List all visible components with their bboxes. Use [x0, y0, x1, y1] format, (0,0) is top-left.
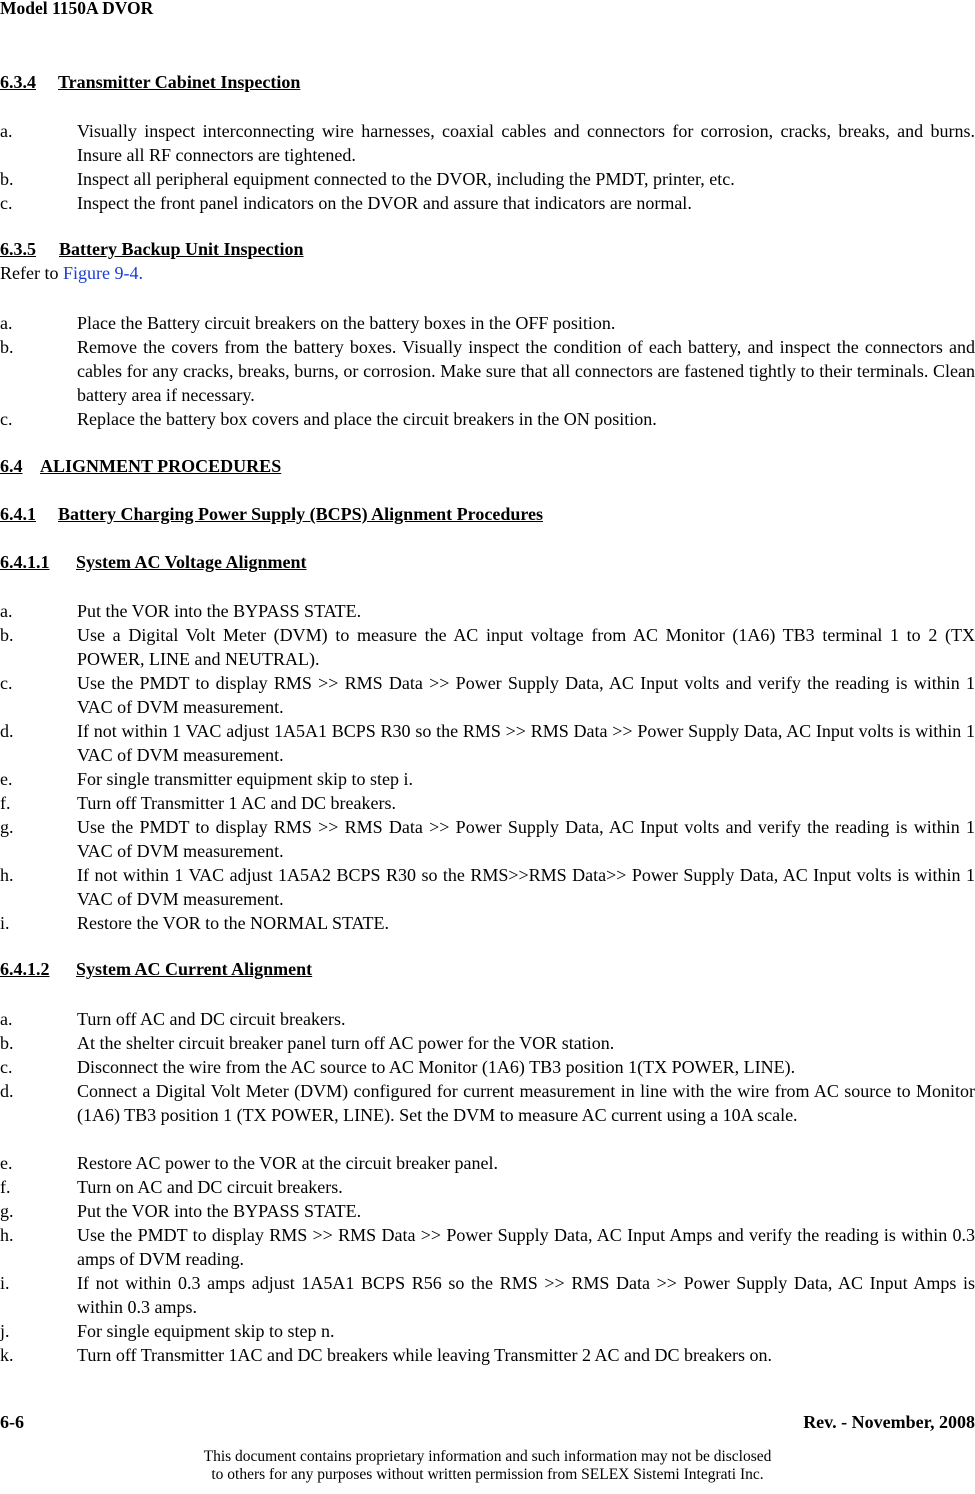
list-item-text: Use the PMDT to display RMS >> RMS Data >> Power Supply Data, AC Input Amps and verify the reading is within 0.3 amps of DVM reading.	[77, 1225, 975, 1269]
list-item-label: i.	[0, 913, 10, 933]
section-title: Battery Charging Power Supply (BCPS) Alignment Procedures	[58, 504, 543, 524]
page-number: 6-6	[0, 1412, 24, 1432]
section-heading-6-4-1-1	[0, 552, 307, 573]
notice-line-1: This document contains proprietary information and such information may not be disclosed	[203, 1448, 772, 1465]
list-item	[0, 1343, 975, 1367]
list-item-label: e.	[0, 769, 13, 789]
list-item-label: j.	[0, 1321, 10, 1341]
section-heading-6-3-5	[0, 239, 304, 260]
list-item-label: g.	[0, 1201, 14, 1221]
list-item-text: If not within 0.3 amps adjust 1A5A1 BCPS R56 so the RMS >> RMS Data >> Power Supply Data, AC Input Amps is within 0.3 amps.	[77, 1273, 975, 1317]
list-item-text: Disconnect the wire from the AC source to AC Monitor (1A6) TB3 position 1(TX POWER, LINE).	[77, 1057, 796, 1077]
list-item-text: Connect a Digital Volt Meter (DVM) configured for current measurement in line with the wire from AC source to Monitor (1A6) TB3 position 1 (TX POWER, LINE). Set the DVM to measure AC current using a 10A scale.	[77, 1081, 975, 1125]
list-item-label: a.	[0, 601, 13, 621]
list-item	[0, 1319, 975, 1343]
section-number: 6.3.4	[0, 72, 36, 92]
section-heading-6-4	[0, 456, 282, 477]
list-item-text: Visually inspect interconnecting wire harnesses, coaxial cables and connectors for corrosion, cracks, breaks, and burns. Insure all RF connectors are tightened.	[77, 121, 975, 165]
list-item	[0, 1199, 975, 1223]
list-item-text: Restore AC power to the VOR at the circuit breaker panel.	[77, 1153, 499, 1173]
section-title: ALIGNMENT PROCEDURES	[40, 456, 282, 476]
list-item-text: Restore the VOR to the NORMAL STATE.	[77, 913, 390, 933]
section-number: 6.4.1	[0, 504, 36, 524]
list-item-text: Put the VOR into the BYPASS STATE.	[77, 1201, 362, 1221]
list-item-text: Turn off Transmitter 1AC and DC breakers while leaving Transmitter 2 AC and DC breakers on.	[77, 1345, 772, 1365]
revision-date: Rev. - November, 2008	[803, 1412, 975, 1432]
list-item-text: If not within 1 VAC adjust 1A5A1 BCPS R30 so the RMS >> RMS Data >> Power Supply Data, AC Input volts is within 1 VAC of DVM measurement.	[77, 721, 975, 765]
list-item-label: b.	[0, 625, 14, 645]
list-item-label: e.	[0, 1153, 13, 1173]
list-item-label: b.	[0, 169, 14, 189]
list-item	[0, 767, 975, 791]
notice-line-2: to others for any purposes without written permission from SELEX Sistemi Integrati Inc.	[211, 1466, 764, 1483]
list-item	[0, 911, 975, 935]
list-item	[0, 671, 975, 719]
list-item	[0, 1223, 975, 1271]
list-item	[0, 1031, 975, 1055]
list-item-label: f.	[0, 1177, 11, 1197]
list-item-text: Place the Battery circuit breakers on the battery boxes in the OFF position.	[77, 313, 616, 333]
list-item-label: b.	[0, 1033, 14, 1053]
list-item-text: Use a Digital Volt Meter (DVM) to measure the AC input voltage from AC Monitor (1A6) TB3 terminal 1 to 2 (TX POWER, LINE and NEUTRAL).	[77, 625, 975, 669]
list-item-text: Remove the covers from the battery boxes. Visually inspect the condition of each battery, and inspect the connectors and cables for any cracks, breaks, burns, or corrosion. Make sure that all connectors are fastened tightly to their terminals. Clean battery area if necessary.	[77, 337, 975, 405]
list-item-text: For single transmitter equipment skip to step i.	[77, 769, 413, 789]
list-item-text: Replace the battery box covers and place the circuit breakers in the ON position.	[77, 409, 657, 429]
list-item-label: c.	[0, 193, 13, 213]
list-item	[0, 191, 975, 215]
list-item-label: k.	[0, 1345, 14, 1365]
list-item	[0, 311, 975, 335]
list-item	[0, 1151, 975, 1175]
section-number: 6.4	[0, 456, 23, 476]
list-item-label: g.	[0, 817, 14, 837]
list-item	[0, 1079, 975, 1127]
figure-reference	[0, 263, 143, 284]
section-heading-6-4-1	[0, 504, 543, 525]
list-item	[0, 335, 975, 407]
list-item-text: Use the PMDT to display RMS >> RMS Data >> Power Supply Data, AC Input volts and verify the reading is within 1 VAC of DVM measurement.	[77, 673, 975, 717]
list-item-text: Turn on AC and DC circuit breakers.	[77, 1177, 343, 1197]
list-item	[0, 791, 975, 815]
list-item-label: f.	[0, 793, 11, 813]
section-heading-6-3-4	[0, 72, 301, 93]
list-item-text: Use the PMDT to display RMS >> RMS Data >> Power Supply Data, AC Input volts and verify the reading is within 1 VAC of DVM measurement.	[77, 817, 975, 861]
section-title: Transmitter Cabinet Inspection	[58, 72, 301, 92]
section-number: 6.3.5	[0, 239, 36, 259]
section-title: System AC Current Alignment	[76, 959, 313, 979]
section-title: Battery Backup Unit Inspection	[59, 239, 304, 259]
list-item	[0, 119, 975, 167]
list-item-text: Inspect the front panel indicators on the DVOR and assure that indicators are normal.	[77, 193, 692, 213]
list-item-text: Turn off AC and DC circuit breakers.	[77, 1009, 346, 1029]
list-item-label: d.	[0, 721, 14, 741]
list-item-text: If not within 1 VAC adjust 1A5A2 BCPS R30 so the RMS>>RMS Data>> Power Supply Data, AC Input volts is within 1 VAC of DVM measurement.	[77, 865, 975, 909]
list-item-text: Turn off Transmitter 1 AC and DC breakers.	[77, 793, 396, 813]
figure-link[interactable]: Figure 9-4.	[62, 263, 143, 283]
list-item-label: h.	[0, 1225, 14, 1245]
proprietary-notice	[0, 1448, 975, 1484]
list-item	[0, 167, 975, 191]
list-item	[0, 1271, 975, 1319]
list-item	[0, 719, 975, 767]
section-heading-6-4-1-2	[0, 959, 313, 980]
list-item	[0, 863, 975, 911]
list-item-text: For single equipment skip to step n.	[77, 1321, 335, 1341]
list-item-label: b.	[0, 337, 14, 357]
list-item-text: At the shelter circuit breaker panel turn off AC power for the VOR station.	[77, 1033, 615, 1053]
list-item-text: Put the VOR into the BYPASS STATE.	[77, 601, 362, 621]
list-item-label: d.	[0, 1081, 14, 1101]
refer-prefix: Refer to	[0, 263, 63, 283]
list-item-label: a.	[0, 313, 13, 333]
section-title: System AC Voltage Alignment	[76, 552, 307, 572]
list-item	[0, 1175, 975, 1199]
section-number: 6.4.1.1	[0, 552, 50, 572]
list-item-label: h.	[0, 865, 14, 885]
list-item-label: c.	[0, 673, 13, 693]
section-number: 6.4.1.2	[0, 959, 50, 979]
list-item-text: Inspect all peripheral equipment connected to the DVOR, including the PMDT, printer, etc.	[77, 169, 735, 189]
list-item-label: i.	[0, 1273, 10, 1293]
list-item-label: a.	[0, 121, 13, 141]
list-item	[0, 599, 975, 623]
list-item	[0, 815, 975, 863]
list-item	[0, 623, 975, 671]
list-item	[0, 1055, 975, 1079]
list-item	[0, 407, 975, 431]
page-header-title: Model 1150A DVOR	[0, 0, 154, 18]
list-item-label: a.	[0, 1009, 13, 1029]
list-item	[0, 1007, 975, 1031]
list-item-label: c.	[0, 409, 13, 429]
list-item-label: c.	[0, 1057, 13, 1077]
